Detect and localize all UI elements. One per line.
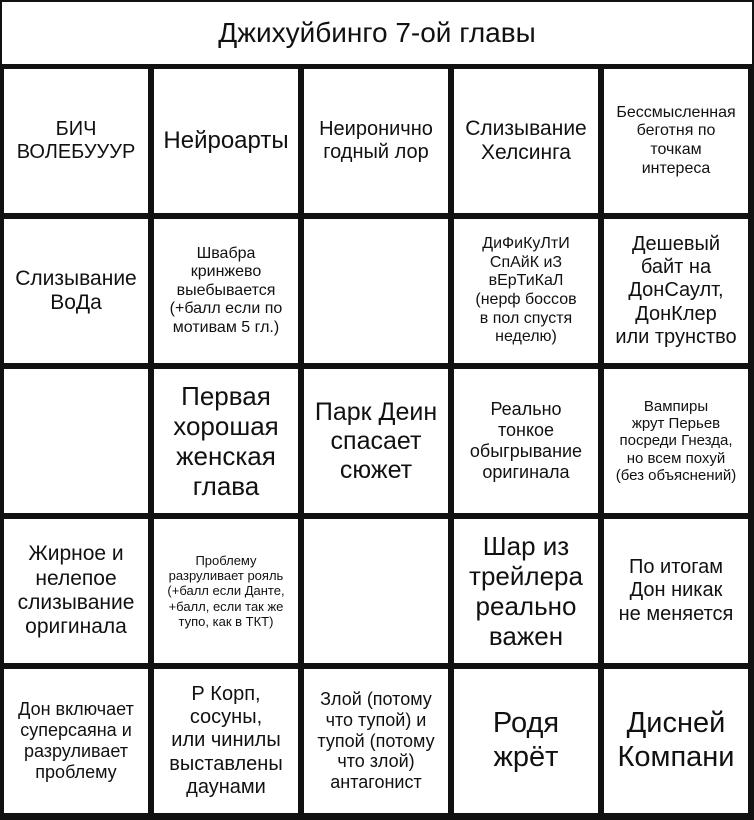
bingo-cell-r4-c5: По итогам Дон никак не меняется	[602, 517, 750, 665]
bingo-cell-r2-c5: Дешевый байт на ДонСаулт, ДонКлер или трунство	[602, 217, 750, 365]
bingo-cell-r2-c1: Слизывание ВоДа	[2, 217, 150, 365]
bingo-cell-r1-c5: Бессмысленная беготня по точкам интереса	[602, 67, 750, 215]
bingo-cell-r4-c4: Шар из трейлера реально важен	[452, 517, 600, 665]
bingo-cell-r3-c5: Вампиры жрут Перьев посреди Гнезда, но всем похуй (без объяснений)	[602, 367, 750, 515]
bingo-cell-r1-c2: Нейроарты	[152, 67, 300, 215]
bingo-cell-r1-c4: Слизывание Хелсинга	[452, 67, 600, 215]
bingo-grid	[0, 65, 754, 820]
bingo-cell-r1-c3: Неиронично годный лор	[302, 67, 450, 215]
bingo-cell-r1-c1: БИЧ ВОЛЕБУУУР	[2, 67, 150, 215]
bingo-cell-r3-c2: Первая хорошая женская глава	[152, 367, 300, 515]
bingo-cell-r2-c2: Швабра кринжево выебывается (+балл если по мотивам 5 гл.)	[152, 217, 300, 365]
bingo-title: Джихуйбинго 7-ой главы	[218, 17, 536, 48]
bingo-cell-r3-c3: Парк Деин спасает сюжет	[302, 367, 450, 515]
bingo-cell-r4-c2: Проблему разруливает рояль (+балл если Данте, +балл, если так же тупо, как в ТКТ)	[152, 517, 300, 665]
bingo-cell-r5-c2: Р Корп, сосуны, или чинилы выставлены даунами	[152, 667, 300, 815]
bingo-cell-r5-c4: Родя жрёт	[452, 667, 600, 815]
bingo-cell-r4-c3	[302, 517, 450, 665]
bingo-cell-r5-c1: Дон включает суперсаяна и разруливает проблему	[2, 667, 150, 815]
bingo-title-box	[0, 0, 754, 66]
bingo-cell-r5-c5: Дисней Компани	[602, 667, 750, 815]
bingo-cell-r3-c4: Реально тонкое обыгрывание оригинала	[452, 367, 600, 515]
bingo-cell-r5-c3: Злой (потому что тупой) и тупой (потому что злой) антагонист	[302, 667, 450, 815]
bingo-cell-r4-c1: Жирное и нелепое слизывание оригинала	[2, 517, 150, 665]
bingo-cell-r3-c1	[2, 367, 150, 515]
bingo-cell-r2-c4: ДиФиКуЛтИ СпАйК иЗ вЕрТиКаЛ (нерф боссов в пол спустя неделю)	[452, 217, 600, 365]
bingo-cell-r2-c3	[302, 217, 450, 365]
